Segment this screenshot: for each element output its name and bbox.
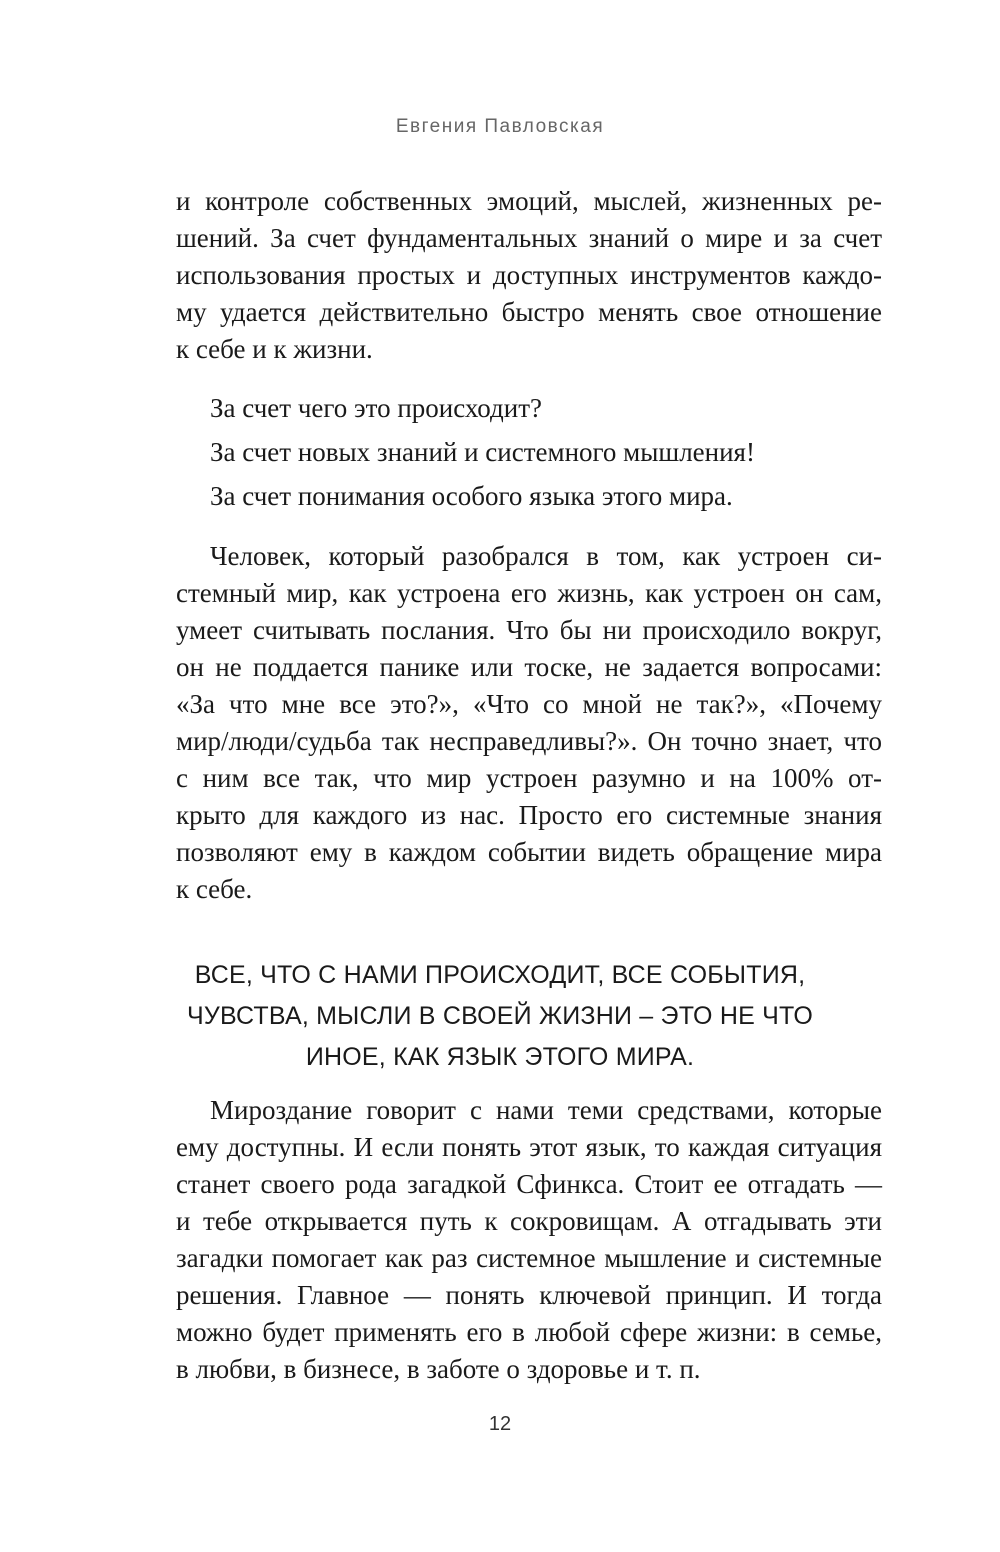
answer-line: За счет понимания особого языка этого мира. — [210, 481, 733, 511]
paragraph-3-line: можно будет применять его в любой сфере жизни: в семье, — [176, 1317, 882, 1347]
question-list — [210, 390, 890, 522]
running-header: Евгения Павловская — [395, 116, 605, 137]
paragraph-2-line: он не поддается панике или тоске, не задается вопросами: — [176, 652, 882, 682]
paragraph-2-line: позволяют ему в каждом событии видеть обращение мира — [176, 837, 882, 867]
paragraph-2-line: с ним все так, что мир устроен разумно и на 100% от- — [176, 763, 882, 793]
paragraph-2-line: «За что мне все это?», «Что со мной не так?», «Почему — [176, 689, 882, 719]
paragraph-2-line: к себе. — [176, 874, 253, 904]
pull-quote-line: ЧУВСТВА, МЫСЛИ В СВОЕЙ ЖИЗНИ – ЭТО НЕ ЧТО — [187, 1002, 813, 1030]
pull-quote — [150, 955, 850, 1078]
paragraph-1-line: шений. За счет фундаментальных знаний о мире и за счет — [176, 223, 882, 253]
paragraph-1-line: использования простых и доступных инструментов каждо- — [176, 260, 882, 290]
paragraph-2-line: Человек, который разобрался в том, как устроен си- — [210, 541, 882, 571]
paragraph-3-line: Мироздание говорит с нами теми средствами, которые — [210, 1095, 882, 1125]
paragraph-2-line: мир/люди/судьба так несправедливы?». Он точно знает, что — [176, 726, 882, 756]
paragraph-1-line: и контроле собственных эмоций, мыслей, жизненных ре- — [176, 186, 882, 216]
paragraph-3-line: решения. Главное — понять ключевой принцип. И тогда — [176, 1280, 882, 1310]
paragraph-1-line: к себе и к жизни. — [176, 334, 373, 364]
paragraph-3 — [176, 1092, 882, 1388]
pull-quote-line: ИНОЕ, КАК ЯЗЫК ЭТОГО МИРА. — [305, 1043, 695, 1071]
paragraph-3-line: ему доступны. И если понять этот язык, то каждая ситуация — [176, 1132, 882, 1162]
answer-line: За счет новых знаний и системного мышления! — [210, 437, 755, 467]
paragraph-2-line: стемный мир, как устроена его жизнь, как устроен он сам, — [176, 578, 882, 608]
page-number: 12 — [488, 1413, 512, 1435]
paragraph-3-line: станет своего рода загадкой Сфинкса. Стоит ее отгадать — — [176, 1169, 882, 1199]
paragraph-1 — [176, 183, 882, 368]
paragraph-1-line: му удается действительно быстро менять свое отношение — [176, 297, 882, 327]
paragraph-2-line: крыто для каждого из нас. Просто его системные знания — [176, 800, 882, 830]
paragraph-2-line: умеет считывать послания. Что бы ни происходило вокруг, — [176, 615, 882, 645]
paragraph-2 — [176, 538, 882, 908]
question-line: За счет чего это происходит? — [210, 393, 543, 423]
pull-quote-line: ВСЕ, ЧТО С НАМИ ПРОИСХОДИТ, ВСЕ СОБЫТИЯ, — [194, 961, 806, 989]
paragraph-3-line: загадки помогает как раз системное мышление и системные — [176, 1243, 882, 1273]
paragraph-3-line: в любви, в бизнесе, в заботе о здоровье и т. п. — [176, 1354, 701, 1384]
paragraph-3-line: и тебе открывается путь к сокровищам. А отгадывать эти — [176, 1206, 882, 1236]
